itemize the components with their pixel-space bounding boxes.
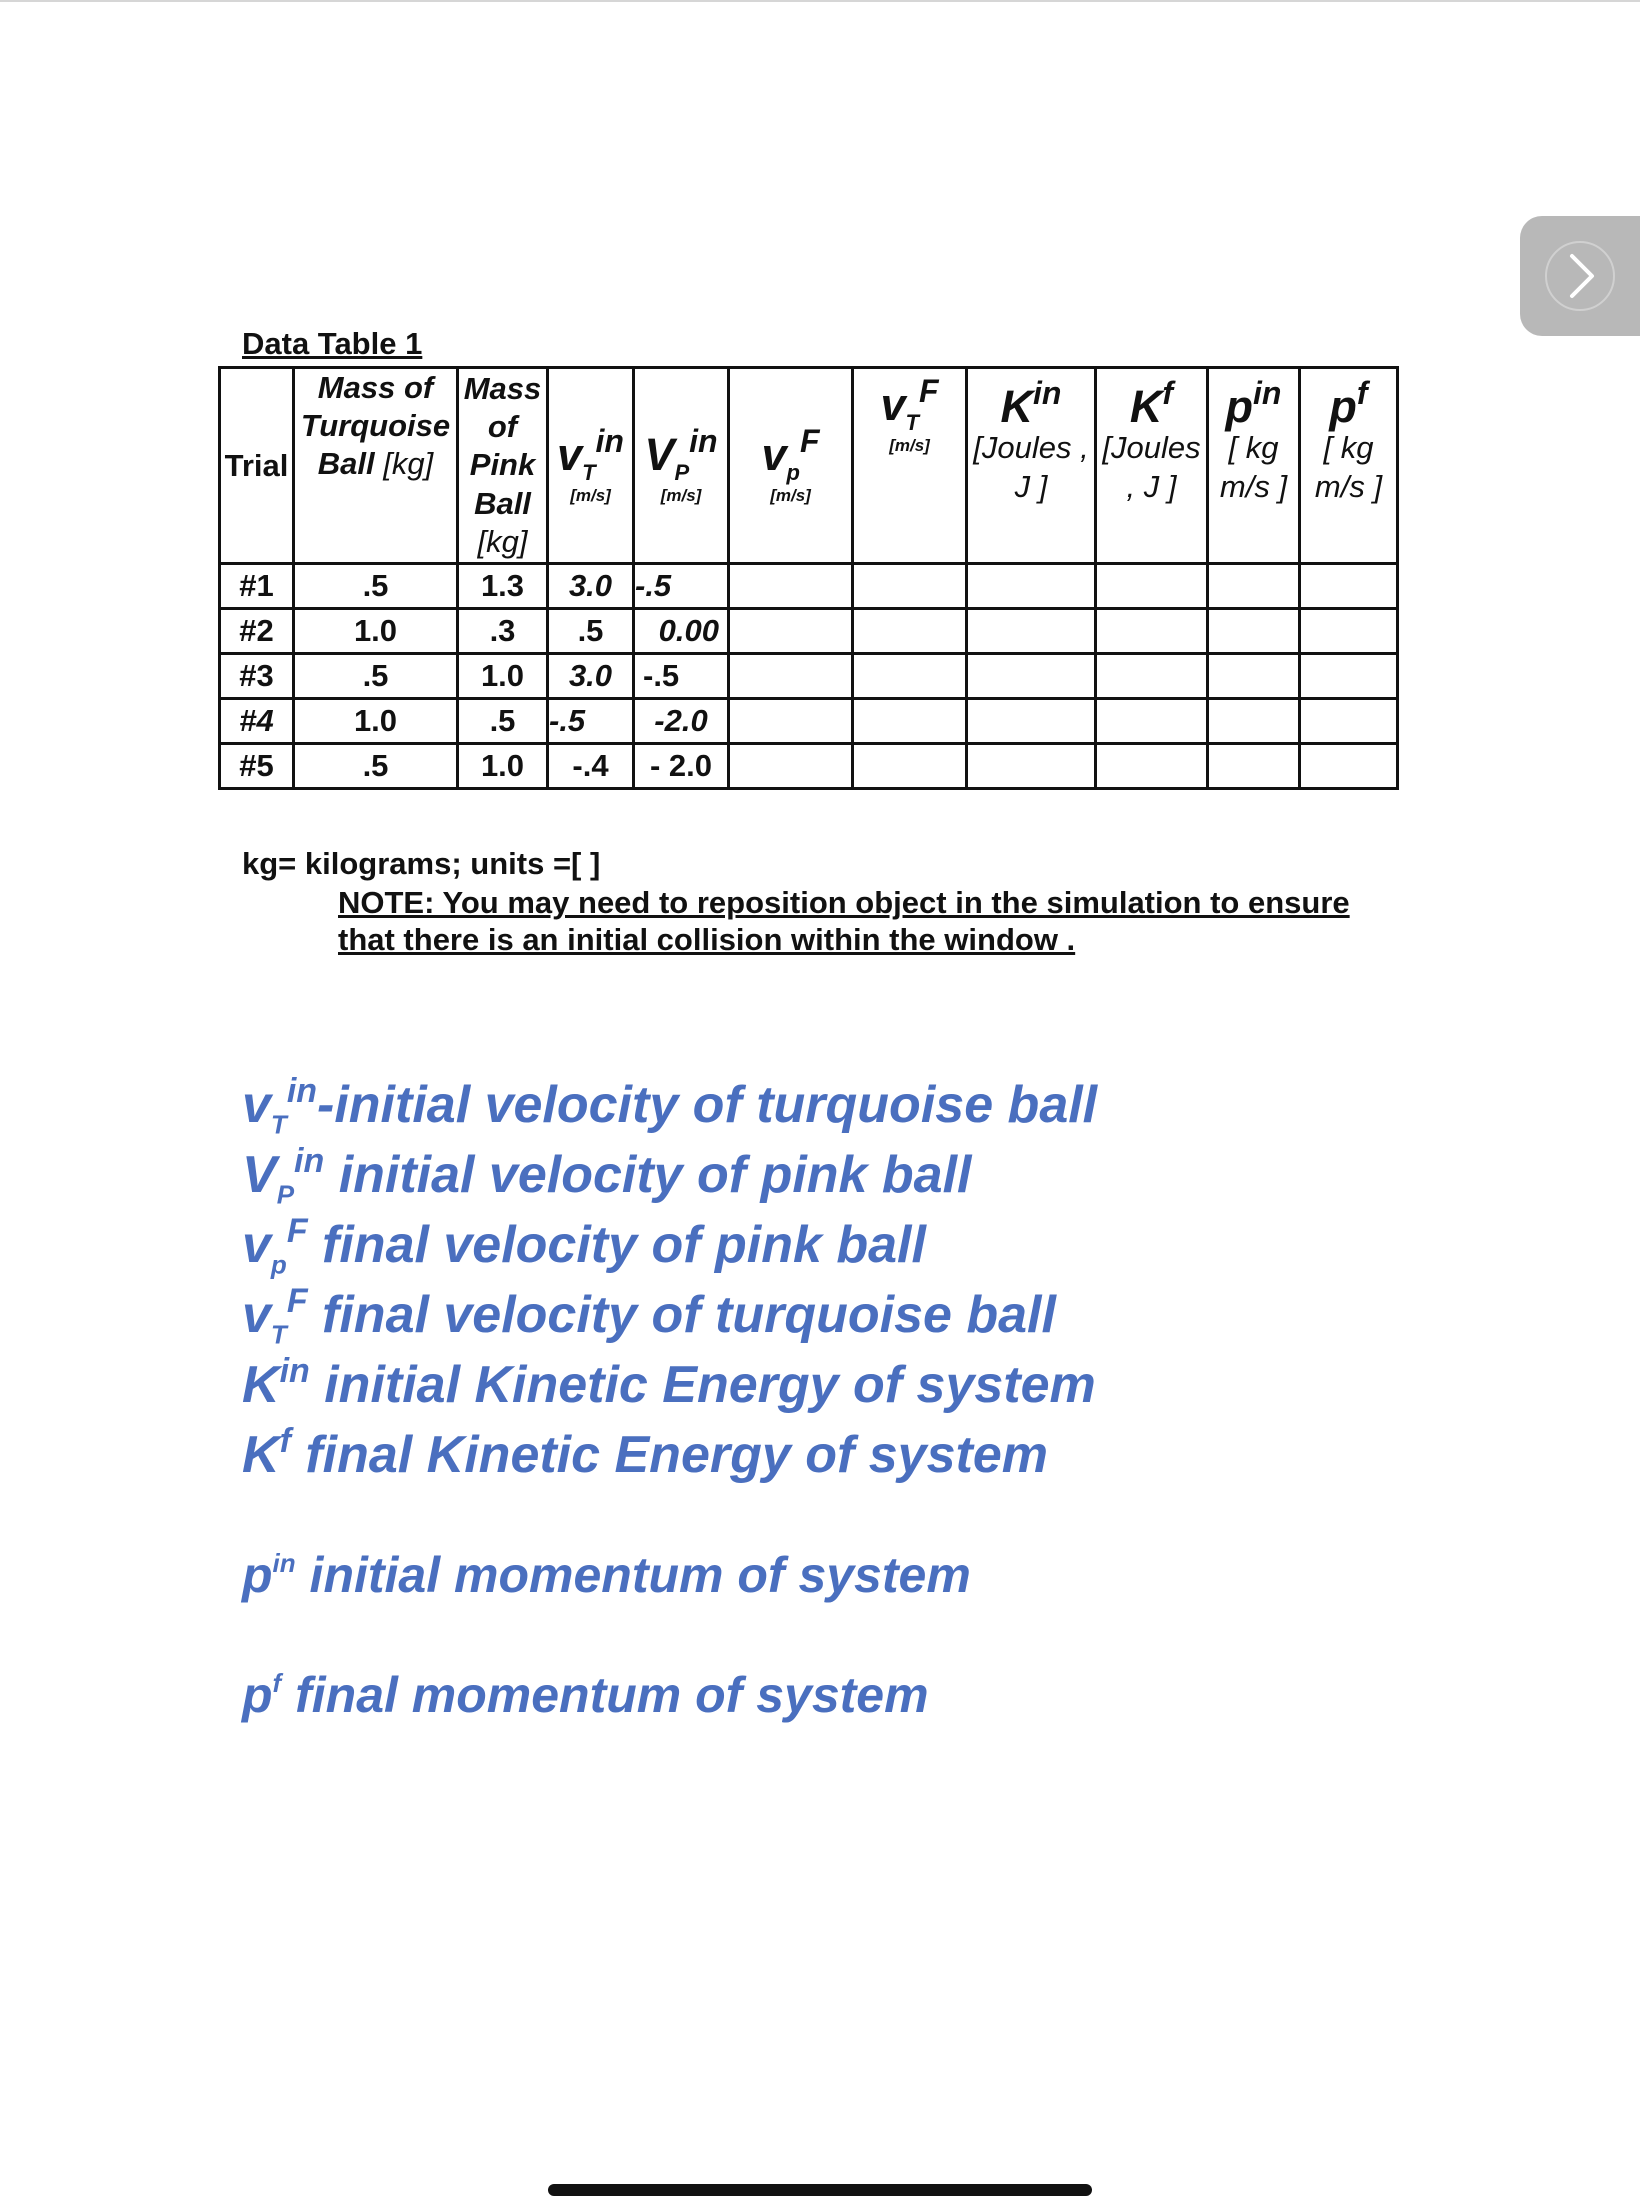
cell-mass-pink: .3 <box>458 609 548 654</box>
cell-k-in[interactable] <box>967 699 1096 744</box>
cell-vp-f[interactable] <box>729 699 853 744</box>
legend-vp-in: $V_P^{in}$ initial velocity of pink ball <box>242 1142 972 1210</box>
trial-label: #1 <box>220 564 294 609</box>
table-row <box>220 609 1398 654</box>
legend-p-in: $p^{in}$ initial momentum of system <box>242 1547 971 1603</box>
table-row <box>220 654 1398 699</box>
header-vp-in: $V_P^{in}$ [m/s] <box>634 368 729 564</box>
cell-vt-in: 3.0 <box>548 564 634 609</box>
header-k-in: $K^{in}$ [Joules , J ] <box>967 368 1096 564</box>
cell-mass-turquoise: 1.0 <box>294 699 458 744</box>
legend-p-f: $p^f$ final momentum of system <box>242 1667 929 1723</box>
header-mass-pink: Mass of Pink Ball [kg] <box>458 368 548 564</box>
cell-p-in[interactable] <box>1208 564 1300 609</box>
cell-mass-turquoise: .5 <box>294 654 458 699</box>
cell-k-f[interactable] <box>1096 744 1208 789</box>
legend-k-f: $K^f$ final Kinetic Energy of system <box>242 1422 1048 1484</box>
header-k-f: $K^f$ [Joules , J ] <box>1096 368 1208 564</box>
cell-vt-f[interactable] <box>853 564 967 609</box>
table-row <box>220 699 1398 744</box>
cell-p-f[interactable] <box>1300 699 1398 744</box>
cell-vt-in: -.4 <box>548 744 634 789</box>
header-p-in: $p^{in}$ [ kg m/s ] <box>1208 368 1300 564</box>
cell-p-in[interactable] <box>1208 744 1300 789</box>
header-p-f: $p^f$ [ kg m/s ] <box>1300 368 1398 564</box>
cell-mass-pink: 1.0 <box>458 744 548 789</box>
legend-vt-f: $v_T^F$ final velocity of turquoise ball <box>242 1282 1056 1350</box>
cell-k-f[interactable] <box>1096 609 1208 654</box>
cell-vp-in: -.5 <box>634 654 729 699</box>
cell-k-in[interactable] <box>967 609 1096 654</box>
cell-vp-f[interactable] <box>729 609 853 654</box>
cell-mass-turquoise: .5 <box>294 564 458 609</box>
header-vp-f: $v_p^F$ [m/s] <box>729 368 853 564</box>
table-row <box>220 744 1398 789</box>
cell-k-f[interactable] <box>1096 699 1208 744</box>
header-vt-in: $v_T^{in}$ [m/s] <box>548 368 634 564</box>
cell-k-f[interactable] <box>1096 564 1208 609</box>
cell-k-in[interactable] <box>967 654 1096 699</box>
chevron-right-icon <box>1542 230 1618 322</box>
cell-vt-f[interactable] <box>853 744 967 789</box>
cell-vt-f[interactable] <box>853 654 967 699</box>
cell-k-in[interactable] <box>967 564 1096 609</box>
cell-vp-f[interactable] <box>729 654 853 699</box>
home-indicator[interactable] <box>548 2184 1092 2196</box>
trial-label: #3 <box>220 654 294 699</box>
cell-vp-in: 0.00 <box>634 609 729 654</box>
legend-vp-f: $v_p^F$ final velocity of pink ball <box>242 1212 926 1280</box>
cell-p-f[interactable] <box>1300 564 1398 609</box>
cell-vt-in: -.5 <box>548 699 634 744</box>
header-trial: Trial <box>220 368 294 564</box>
cell-vp-f[interactable] <box>729 744 853 789</box>
cell-mass-pink: 1.3 <box>458 564 548 609</box>
cell-k-f[interactable] <box>1096 654 1208 699</box>
trial-label: #2 <box>220 609 294 654</box>
cell-p-in[interactable] <box>1208 609 1300 654</box>
cell-k-in[interactable] <box>967 744 1096 789</box>
table-title: Data Table 1 <box>242 326 423 361</box>
trial-label: #5 <box>220 744 294 789</box>
trial-label: #4 <box>220 699 294 744</box>
cell-vp-in: - 2.0 <box>634 744 729 789</box>
cell-p-in[interactable] <box>1208 654 1300 699</box>
cell-mass-turquoise: .5 <box>294 744 458 789</box>
cell-vt-f[interactable] <box>853 609 967 654</box>
cell-vt-f[interactable] <box>853 699 967 744</box>
cell-vt-in: 3.0 <box>548 654 634 699</box>
header-mass-turquoise: Mass of Turquoise Ball [kg] <box>294 368 458 564</box>
cell-mass-turquoise: 1.0 <box>294 609 458 654</box>
cell-p-f[interactable] <box>1300 609 1398 654</box>
reposition-note: NOTE: You may need to reposition object in the simulation to ensure that there is an initial collision within the window . <box>338 885 1350 957</box>
cell-vt-in: .5 <box>548 609 634 654</box>
cell-vp-in: -2.0 <box>634 699 729 744</box>
cell-p-f[interactable] <box>1300 744 1398 789</box>
legend-vt-in: $v_T^{in}$-initial velocity of turquoise ball <box>242 1072 1098 1140</box>
top-border <box>0 0 1640 2</box>
header-vt-f: $v_T^F$ [m/s] <box>853 368 967 564</box>
table-row <box>220 564 1398 609</box>
cell-vp-in: -.5 <box>634 564 729 609</box>
header-row <box>220 368 1398 564</box>
legend-k-in: $K^{in}$ initial Kinetic Energy of system <box>242 1352 1096 1414</box>
cell-p-in[interactable] <box>1208 699 1300 744</box>
cell-mass-pink: 1.0 <box>458 654 548 699</box>
cell-vp-f[interactable] <box>729 564 853 609</box>
units-note: kg= kilograms; units =[ ] <box>242 846 601 881</box>
cell-p-f[interactable] <box>1300 654 1398 699</box>
data-table <box>218 366 1399 790</box>
next-page-button[interactable] <box>1520 216 1640 336</box>
cell-mass-pink: .5 <box>458 699 548 744</box>
